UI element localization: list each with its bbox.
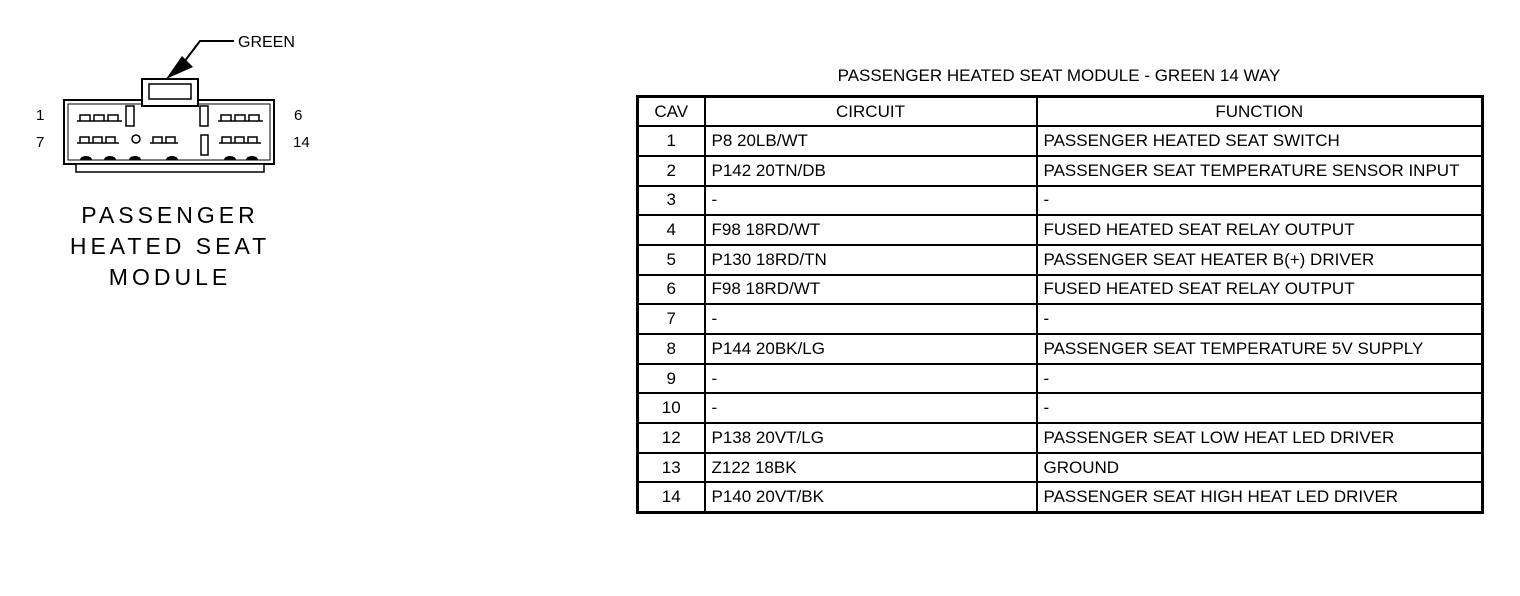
pin-label-14: 14 — [293, 134, 310, 151]
cav-cell: 4 — [638, 215, 705, 245]
cav-cell: 3 — [638, 186, 705, 216]
header-function: FUNCTION — [1037, 97, 1483, 127]
header-cav: CAV — [638, 97, 705, 127]
connector-diagram — [0, 0, 330, 200]
function-cell: PASSENGER SEAT TEMPERATURE SENSOR INPUT — [1037, 156, 1483, 186]
table-row — [638, 334, 1483, 364]
connector-color-label: GREEN — [238, 34, 295, 51]
circuit-cell: - — [705, 364, 1037, 394]
circuit-cell: P140 20VT/BK — [705, 482, 1037, 512]
circuit-cell: - — [705, 393, 1037, 423]
module-name-line-3: MODULE — [108, 264, 232, 290]
table-row — [638, 453, 1483, 483]
cav-cell: 8 — [638, 334, 705, 364]
cav-cell: 9 — [638, 364, 705, 394]
connector-lock-window — [149, 84, 191, 99]
table-row — [638, 245, 1483, 275]
circuit-cell: P138 20VT/LG — [705, 423, 1037, 453]
function-cell: PASSENGER SEAT HEATER B(+) DRIVER — [1037, 245, 1483, 275]
table-row — [638, 186, 1483, 216]
table-row — [638, 215, 1483, 245]
function-cell: FUSED HEATED SEAT RELAY OUTPUT — [1037, 275, 1483, 305]
cav-cell: 14 — [638, 482, 705, 512]
module-name-line-2: HEATED SEAT — [69, 233, 271, 259]
function-cell: - — [1037, 186, 1483, 216]
function-cell: - — [1037, 304, 1483, 334]
cav-cell: 2 — [638, 156, 705, 186]
function-cell: PASSENGER SEAT TEMPERATURE 5V SUPPLY — [1037, 334, 1483, 364]
table-row — [638, 156, 1483, 186]
module-name-line-1: PASSENGER — [81, 202, 259, 228]
circuit-cell: P144 20BK/LG — [705, 334, 1037, 364]
circuit-cell: F98 18RD/WT — [705, 215, 1037, 245]
cav-cell: 1 — [638, 126, 705, 156]
pin-label-1: 1 — [36, 107, 45, 124]
table-row — [638, 275, 1483, 305]
header-circuit: CIRCUIT — [705, 97, 1037, 127]
circuit-cell: F98 18RD/WT — [705, 275, 1037, 305]
table-header-row — [638, 97, 1483, 127]
cav-cell: 7 — [638, 304, 705, 334]
table-row — [638, 393, 1483, 423]
module-name-label — [40, 200, 300, 293]
table-row — [638, 482, 1483, 512]
pinout-table — [636, 95, 1484, 514]
cav-cell: 13 — [638, 453, 705, 483]
function-cell: PASSENGER SEAT HIGH HEAT LED DRIVER — [1037, 482, 1483, 512]
circuit-cell: Z122 18BK — [705, 453, 1037, 483]
table-row — [638, 364, 1483, 394]
cav-cell: 12 — [638, 423, 705, 453]
table-row — [638, 304, 1483, 334]
connector-body — [64, 100, 274, 164]
connector-base-flange — [76, 164, 264, 172]
circuit-cell: - — [705, 186, 1037, 216]
circuit-cell: P8 20LB/WT — [705, 126, 1037, 156]
cav-cell: 6 — [638, 275, 705, 305]
table-row — [638, 126, 1483, 156]
pin-label-7: 7 — [36, 134, 45, 151]
callout-arrowhead-icon — [166, 56, 193, 79]
pin-label-6: 6 — [294, 107, 303, 124]
function-cell: FUSED HEATED SEAT RELAY OUTPUT — [1037, 215, 1483, 245]
function-cell: PASSENGER SEAT LOW HEAT LED DRIVER — [1037, 423, 1483, 453]
cav-cell: 10 — [638, 393, 705, 423]
circuit-cell: P130 18RD/TN — [705, 245, 1037, 275]
function-cell: - — [1037, 364, 1483, 394]
circuit-cell: - — [705, 304, 1037, 334]
function-cell: - — [1037, 393, 1483, 423]
function-cell: PASSENGER HEATED SEAT SWITCH — [1037, 126, 1483, 156]
callout-leader-line — [181, 41, 234, 66]
circuit-cell: P142 20TN/DB — [705, 156, 1037, 186]
table-row — [638, 423, 1483, 453]
function-cell: GROUND — [1037, 453, 1483, 483]
cav-cell: 5 — [638, 245, 705, 275]
table-title: PASSENGER HEATED SEAT MODULE - GREEN 14 WAY — [837, 66, 1281, 85]
